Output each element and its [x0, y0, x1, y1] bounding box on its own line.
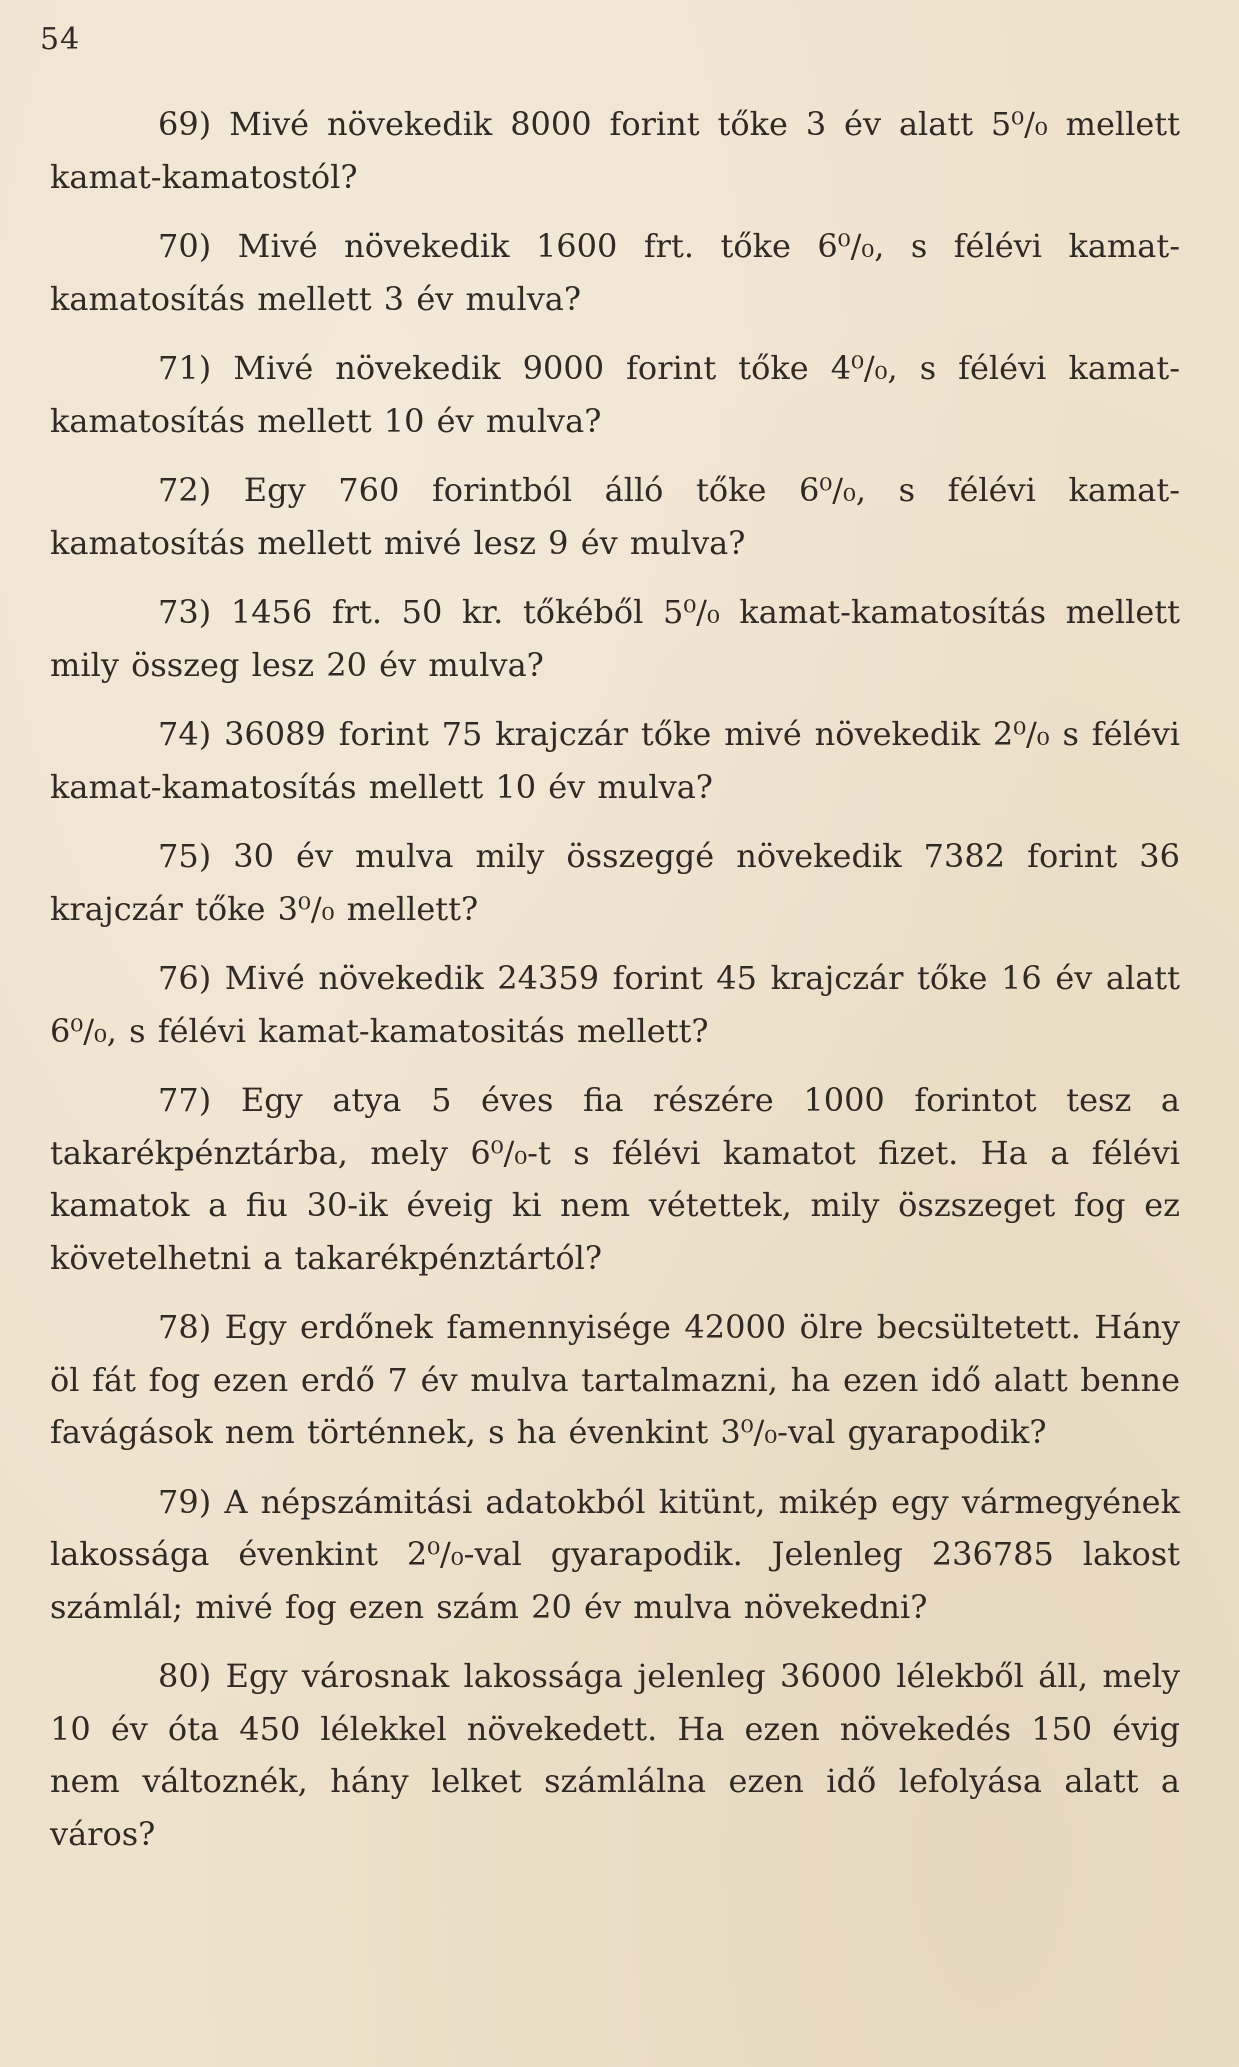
problem-number: 75) [158, 837, 212, 875]
problem-75 [50, 830, 1180, 935]
problem-text: Mivé növekedik 1600 frt. tőke 6⁰/₀, s félévi kamat-kamatosítás mellett 3 év mulva? [50, 227, 1181, 318]
problem-78 [50, 1301, 1180, 1459]
problem-text: 30 év mulva mily összeggé növekedik 7382 forint 36 krajczár tőke 3⁰/₀ mellett? [50, 837, 1180, 928]
problem-text: 1456 frt. 50 kr. tőkéből 5⁰/₀ kamat-kamatosítás mellett mily összeg lesz 20 év mulva? [50, 593, 1181, 684]
problem-number: 74) [158, 715, 212, 753]
problem-number: 77) [158, 1081, 212, 1119]
problem-72 [50, 464, 1180, 569]
problem-70 [50, 220, 1180, 325]
problem-number: 76) [158, 959, 212, 997]
problem-text: Egy erdőnek famennyisége 42000 ölre becsültetett. Hány öl fát fog ezen erdő 7 év mulva tartalmazni, ha ezen idő alatt benne favágások nem történnek, s ha évenkint 3⁰/₀-val gyarapodik? [50, 1308, 1181, 1451]
problem-80 [50, 1650, 1180, 1860]
problem-77 [50, 1074, 1180, 1284]
problem-text: Mivé növekedik 8000 forint tőke 3 év alatt 5⁰/₀ mellett kamat-kamatostól? [50, 105, 1181, 196]
problem-text: Mivé növekedik 9000 forint tőke 4⁰/₀, s félévi kamat-kamatosítás mellett 10 év mulva? [50, 349, 1181, 440]
problem-number: 72) [158, 471, 212, 509]
problem-number: 79) [158, 1482, 212, 1521]
problem-79 [50, 1476, 1180, 1634]
problem-list [50, 98, 1180, 1877]
problem-text: Egy atya 5 éves fia részére 1000 forintot tesz a takarékpénztárba, mely 6⁰/₀-t s félévi kamatot fizet. Ha a félévi kamatok a fiu 30-ik éveig ki nem vétettek, mily öszszeget fog ez követelhetni a takarékpénztártól? [50, 1081, 1181, 1277]
problem-number: 70) [158, 227, 212, 265]
problem-number: 73) [158, 593, 212, 631]
problem-text: Mivé növekedik 24359 forint 45 krajczár tőke 16 év alatt 6⁰/₀, s félévi kamat-kamatositás mellett? [50, 959, 1181, 1050]
problem-text: Egy városnak lakossága jelenleg 36000 lélekből áll, mely 10 év óta 450 lélekkel növekedett. Ha ezen növekedés 150 évig nem változnék, hány lelket számlálna ezen idő lefolyása alatt a város? [50, 1657, 1181, 1853]
problem-text: Egy 760 forintból álló tőke 6⁰/₀, s félévi kamat-kamatosítás mellett mivé lesz 9 év mulva? [50, 471, 1181, 562]
problem-76 [50, 952, 1180, 1057]
page-number: 54 [40, 22, 81, 57]
problem-71 [50, 342, 1180, 447]
problem-text: A népszámitási adatokból kitünt, mikép egy vármegyének lakossága évenkint 2⁰/₀-val gyarapodik. Jelenleg 236785 lakost számlál; mivé fog ezen szám 20 év mulva növekedni? [50, 1482, 1181, 1626]
problem-74 [50, 708, 1180, 813]
problem-number: 69) [158, 105, 212, 143]
problem-text: 36089 forint 75 krajczár tőke mivé növekedik 2⁰/₀ s félévi kamat-kamatosítás mellett 10 év mulva? [50, 715, 1181, 806]
problem-number: 71) [158, 349, 212, 387]
problem-73 [50, 586, 1180, 691]
problem-number: 78) [158, 1308, 212, 1346]
problem-69 [50, 98, 1180, 203]
problem-number: 80) [158, 1657, 212, 1695]
